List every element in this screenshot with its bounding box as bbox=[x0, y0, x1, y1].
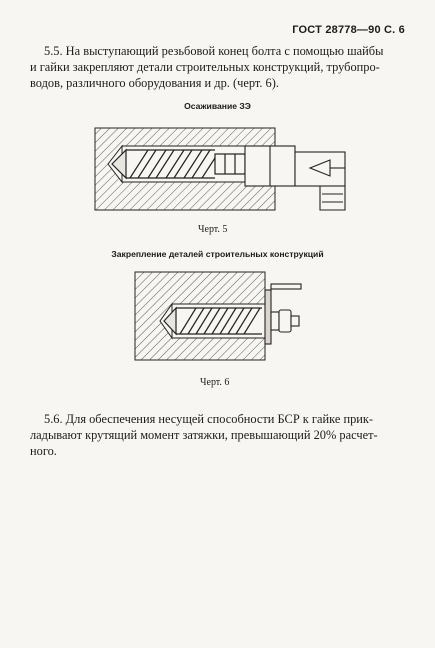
figure-6-title: Закрепление деталей строительных конструкций bbox=[111, 249, 324, 259]
figure-5-title: Осаживание ЗЭ bbox=[184, 101, 251, 111]
section-5-5-line: водов, различного оборудования и др. (черт. 6). bbox=[30, 76, 279, 90]
figure-6-anchor bbox=[164, 308, 262, 334]
figure-5-concrete bbox=[95, 128, 275, 210]
figure-6-fastened-part bbox=[265, 284, 301, 344]
section-5-6-line: ладывают крутящий момент затяжки, превышающий 20% расчет- bbox=[30, 428, 378, 442]
section-5-5-line: 5.5. На выступающий резьбовой конец болта с помощью шайбы bbox=[44, 44, 384, 58]
section-5-5-line: и гайки закрепляют детали строительных конструкций, трубопро- bbox=[30, 60, 380, 74]
figure-6-label: Черт. 6 bbox=[200, 377, 230, 388]
section-5-6-line: ного. bbox=[30, 444, 57, 458]
section-5-5 bbox=[30, 43, 408, 91]
figure-5-label: Черт. 5 bbox=[198, 224, 228, 235]
section-5-6 bbox=[30, 411, 408, 459]
figure-5-setting-tool bbox=[245, 146, 345, 210]
section-5-6-line: 5.6. Для обеспечения несущей способности БСР к гайке прик- bbox=[44, 412, 374, 426]
figure-6-concrete bbox=[135, 272, 265, 360]
document-header: ГОСТ 28778—90 С. 6 bbox=[292, 24, 405, 36]
figure-5-anchor bbox=[112, 150, 245, 178]
